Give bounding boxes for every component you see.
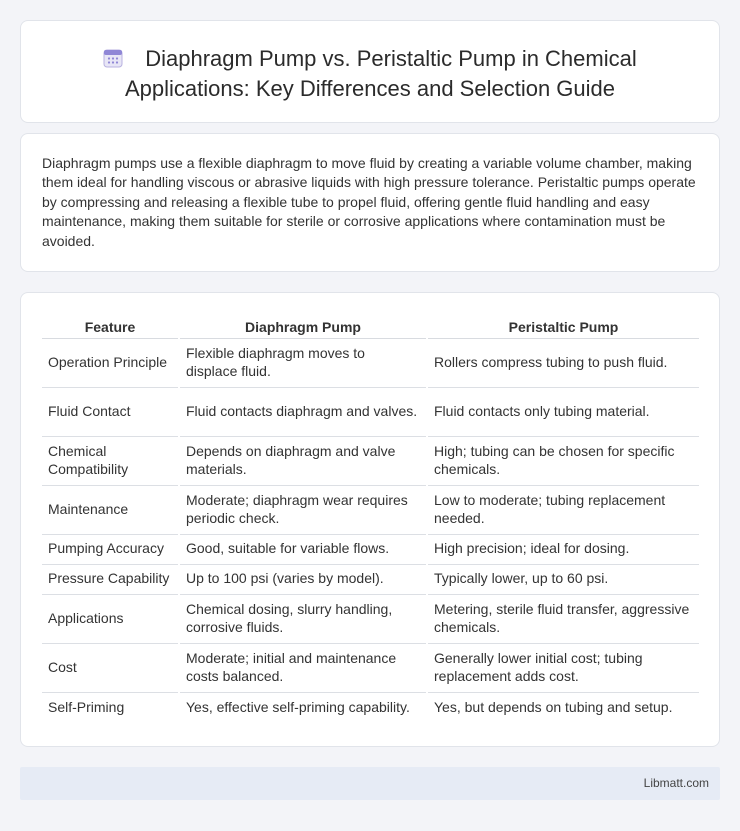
peristaltic-cell: Generally lower initial cost; tubing replacement adds cost. bbox=[427, 643, 699, 692]
calendar-icon bbox=[103, 48, 123, 68]
peristaltic-cell: High precision; ideal for dosing. bbox=[427, 534, 699, 564]
feature-cell: Operation Principle bbox=[42, 338, 179, 387]
footer-bar bbox=[20, 767, 720, 800]
diaphragm-cell: Yes, effective self-priming capability. bbox=[179, 692, 427, 722]
title-card bbox=[20, 20, 720, 123]
feature-cell: Self-Priming bbox=[48, 698, 125, 715]
table-row bbox=[42, 534, 699, 564]
table-header-peristaltic: Peristaltic Pump bbox=[427, 314, 699, 338]
feature-cell: Maintenance bbox=[42, 485, 179, 534]
diaphragm-cell: Moderate; diaphragm wear requires periodic check. bbox=[179, 485, 427, 534]
peristaltic-cell: Fluid contacts only tubing material. bbox=[427, 387, 699, 436]
diaphragm-cell: Depends on diaphragm and valve materials. bbox=[179, 436, 427, 485]
table-row bbox=[42, 338, 699, 387]
intro-card bbox=[20, 133, 720, 272]
peristaltic-cell: Low to moderate; tubing replacement needed. bbox=[427, 485, 699, 534]
feature-cell: Pressure Capability bbox=[42, 564, 179, 594]
feature-cell: Pumping Accuracy bbox=[42, 534, 179, 564]
peristaltic-cell: Rollers compress tubing to push fluid. bbox=[427, 338, 699, 387]
peristaltic-cell: Yes, but depends on tubing and setup. bbox=[427, 692, 699, 722]
diaphragm-cell: Moderate; initial and maintenance costs balanced. bbox=[179, 643, 427, 692]
table-row bbox=[42, 436, 699, 485]
diaphragm-cell: Up to 100 psi (varies by model). bbox=[179, 564, 427, 594]
table-row bbox=[42, 643, 699, 692]
feature-cell: Fluid Contact bbox=[42, 387, 179, 436]
footer-site-link[interactable]: Libmatt.com bbox=[643, 776, 709, 790]
table-row bbox=[42, 564, 699, 594]
diaphragm-cell: Good, suitable for variable flows. bbox=[179, 534, 427, 564]
comparison-table bbox=[42, 314, 699, 722]
table-row bbox=[42, 387, 699, 436]
table-row bbox=[42, 692, 699, 722]
intro-paragraph: Diaphragm pumps use a flexible diaphragm to move fluid by creating a variable volume chamber, making them ideal for handling viscous or abrasive liquids with high pressure tolerance. Peristaltic pumps operate by compressing and releasing a flexible tube to propel fluid, offering gentle fluid handling and easy maintenance, making them suitable for sterile or corrosive applications where contamination must be avoided. bbox=[42, 155, 696, 249]
table-row bbox=[42, 594, 699, 643]
page-title bbox=[61, 44, 679, 104]
page-title-text: Diaphragm Pump vs. Peristaltic Pump in Chemical Applications: Key Differences and Selection Guide bbox=[125, 46, 637, 101]
peristaltic-cell: High; tubing can be chosen for specific chemicals. bbox=[427, 436, 699, 485]
comparison-card bbox=[20, 292, 720, 747]
diaphragm-cell: Flexible diaphragm moves to displace fluid. bbox=[179, 338, 427, 387]
diaphragm-cell: Chemical dosing, slurry handling, corrosive fluids. bbox=[179, 594, 427, 643]
diaphragm-cell: Fluid contacts diaphragm and valves. bbox=[179, 387, 427, 436]
feature-cell: Applications bbox=[42, 594, 179, 643]
table-header-feature: Feature bbox=[42, 314, 179, 338]
table-header-diaphragm: Diaphragm Pump bbox=[179, 314, 427, 338]
feature-cell: Cost bbox=[42, 643, 179, 692]
table-row bbox=[42, 485, 699, 534]
peristaltic-cell: Metering, sterile fluid transfer, aggressive chemicals. bbox=[427, 594, 699, 643]
table-header-row bbox=[42, 314, 699, 338]
feature-cell: Chemical Compatibility bbox=[42, 436, 179, 485]
peristaltic-cell: Typically lower, up to 60 psi. bbox=[427, 564, 699, 594]
